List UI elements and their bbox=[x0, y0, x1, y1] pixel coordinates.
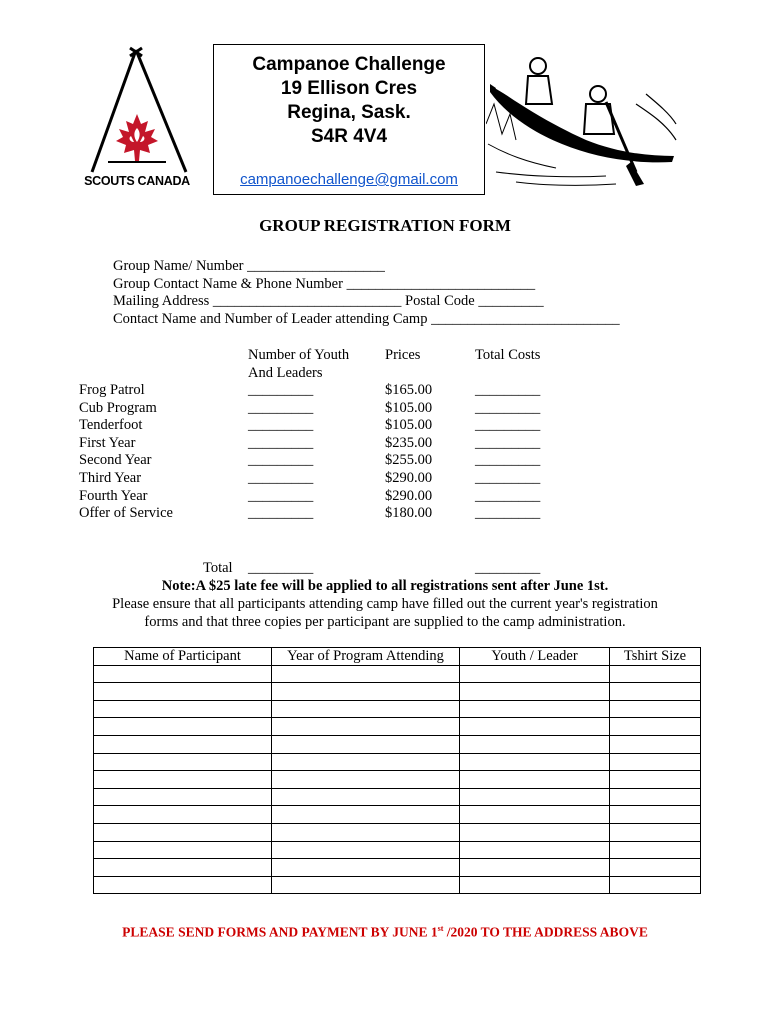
mailing-address-field[interactable]: Mailing Address __________________________ Postal Code _________ bbox=[113, 293, 544, 309]
table-cell[interactable] bbox=[272, 876, 460, 894]
table-cell[interactable] bbox=[610, 806, 701, 824]
leader-contact-field[interactable]: Contact Name and Number of Leader attending Camp __________________________ bbox=[113, 311, 620, 327]
address-line-4: S4R 4V4 bbox=[310, 126, 388, 147]
table-cell[interactable] bbox=[460, 823, 610, 841]
table-cell[interactable] bbox=[272, 718, 460, 736]
table-cell[interactable] bbox=[460, 735, 610, 753]
program-name: Offer of Service bbox=[79, 505, 173, 522]
program-name: Tenderfoot bbox=[79, 417, 143, 434]
table-cell[interactable] bbox=[460, 859, 610, 877]
address-line-2: 19 Ellison Cres bbox=[280, 78, 418, 99]
table-cell[interactable] bbox=[94, 735, 272, 753]
table-cell[interactable] bbox=[272, 806, 460, 824]
program-price: $180.00 bbox=[385, 505, 433, 522]
table-cell[interactable] bbox=[272, 859, 460, 877]
table-cell[interactable] bbox=[610, 700, 701, 718]
total-cost-blank[interactable]: _________ bbox=[475, 487, 541, 504]
total-costs-header: Total Costs bbox=[475, 347, 541, 363]
table-cell[interactable] bbox=[610, 735, 701, 753]
program-price: $290.00 bbox=[385, 487, 433, 504]
prices-header: Prices bbox=[385, 347, 421, 363]
header-year-of-program: Year of Program Attending bbox=[272, 648, 460, 666]
number-header: Number of Youth And Leaders bbox=[248, 347, 350, 381]
program-name: Frog Patrol bbox=[79, 382, 145, 398]
table-cell[interactable] bbox=[94, 683, 272, 701]
table-cell[interactable] bbox=[460, 700, 610, 718]
table-row bbox=[94, 683, 701, 701]
table-cell[interactable] bbox=[610, 841, 701, 859]
program-price: $255.00 bbox=[385, 452, 433, 469]
table-cell[interactable] bbox=[460, 876, 610, 894]
table-row bbox=[94, 700, 701, 718]
table-cell[interactable] bbox=[460, 771, 610, 789]
email-link[interactable]: campanoechallenge@gmail.com bbox=[240, 171, 458, 188]
address-line-1: Campanoe Challenge bbox=[252, 54, 446, 75]
program-name: First Year bbox=[79, 434, 136, 451]
table-cell[interactable] bbox=[460, 788, 610, 806]
ensure-note-line2: forms and that three copies per participant are supplied to the camp administration. bbox=[144, 614, 626, 630]
number-blank[interactable]: _________ bbox=[248, 452, 314, 469]
scouts-canada-logo bbox=[78, 44, 196, 200]
program-name: Fourth Year bbox=[79, 487, 148, 504]
total-cost-blank[interactable]: _________ bbox=[475, 399, 541, 416]
table-cell[interactable] bbox=[610, 788, 701, 806]
address-box bbox=[213, 44, 485, 195]
form-title: GROUP REGISTRATION FORM bbox=[259, 216, 511, 235]
table-cell[interactable] bbox=[460, 718, 610, 736]
table-cell[interactable] bbox=[272, 735, 460, 753]
canoe-illustration bbox=[486, 44, 678, 192]
total-cost-blank[interactable]: _________ bbox=[475, 470, 541, 486]
total-cost-blank[interactable]: _________ bbox=[475, 560, 541, 576]
table-cell[interactable] bbox=[610, 683, 701, 701]
table-cell[interactable] bbox=[610, 859, 701, 877]
table-cell[interactable] bbox=[272, 823, 460, 841]
address-line-3: Regina, Sask. bbox=[287, 102, 411, 123]
header-youth-leader: Youth / Leader bbox=[460, 648, 610, 666]
table-cell[interactable] bbox=[272, 753, 460, 771]
program-name: Third Year bbox=[79, 470, 142, 486]
number-blank[interactable]: _________ bbox=[248, 417, 314, 434]
table-cell[interactable] bbox=[94, 718, 272, 736]
number-blank[interactable]: _________ bbox=[248, 399, 314, 416]
table-cell[interactable] bbox=[610, 665, 701, 683]
table-row bbox=[94, 718, 701, 736]
header-name-of-participant: Name of Participant bbox=[94, 648, 272, 666]
total-cost-blank[interactable]: _________ bbox=[475, 382, 541, 398]
table-cell[interactable] bbox=[460, 683, 610, 701]
table-row bbox=[94, 735, 701, 753]
table-cell[interactable] bbox=[94, 665, 272, 683]
table-cell[interactable] bbox=[610, 771, 701, 789]
total-cost-blank[interactable]: _________ bbox=[475, 434, 541, 451]
late-fee-note: Note:A $25 late fee will be applied to all registrations sent after June 1st. bbox=[161, 578, 609, 594]
table-cell[interactable] bbox=[460, 806, 610, 824]
table-cell[interactable] bbox=[272, 788, 460, 806]
table-row bbox=[94, 876, 701, 894]
table-cell[interactable] bbox=[610, 718, 701, 736]
total-number-blank[interactable]: _________ bbox=[248, 560, 314, 576]
program-name: Cub Program bbox=[79, 399, 157, 416]
table-cell[interactable] bbox=[272, 683, 460, 701]
program-price: $165.00 bbox=[385, 382, 433, 398]
program-price: $105.00 bbox=[385, 399, 433, 416]
table-row bbox=[94, 788, 701, 806]
program-name: Second Year bbox=[79, 452, 152, 469]
table-cell[interactable] bbox=[272, 665, 460, 683]
table-cell[interactable] bbox=[94, 700, 272, 718]
canoe-paddlers-icon bbox=[486, 44, 678, 192]
table-cell[interactable] bbox=[94, 841, 272, 859]
group-contact-field[interactable]: Group Contact Name & Phone Number __________________________ bbox=[113, 276, 536, 292]
table-cell[interactable] bbox=[94, 771, 272, 789]
program-price: $235.00 bbox=[385, 434, 433, 451]
footer-instruction: PLEASE SEND FORMS AND PAYMENT BY JUNE 1st /2020 TO THE ADDRESS ABOVE bbox=[122, 924, 648, 940]
header-tshirt-size: Tshirt Size bbox=[610, 648, 701, 666]
ensure-note-line1: Please ensure that all participants attending camp have filled out the current year's registration bbox=[112, 596, 658, 612]
table-row bbox=[94, 823, 701, 841]
number-blank[interactable]: _________ bbox=[248, 505, 314, 522]
participants-table bbox=[93, 647, 701, 894]
table-cell[interactable] bbox=[94, 859, 272, 877]
table-row bbox=[94, 665, 701, 683]
table-cell[interactable] bbox=[94, 876, 272, 894]
table-row bbox=[94, 859, 701, 877]
table-cell[interactable] bbox=[272, 700, 460, 718]
table-cell[interactable] bbox=[94, 806, 272, 824]
table-cell[interactable] bbox=[272, 771, 460, 789]
table-cell[interactable] bbox=[610, 753, 701, 771]
table-cell[interactable] bbox=[610, 823, 701, 841]
total-cost-blank[interactable]: _________ bbox=[475, 452, 541, 469]
table-cell[interactable] bbox=[94, 823, 272, 841]
number-blank[interactable]: _________ bbox=[248, 382, 314, 398]
table-cell[interactable] bbox=[460, 753, 610, 771]
table-row bbox=[94, 771, 701, 789]
total-cost-blank[interactable]: _________ bbox=[475, 417, 541, 434]
total-label: Total bbox=[203, 560, 233, 576]
number-blank[interactable]: _________ bbox=[248, 470, 314, 486]
logo-text: SCOUTS CANADA bbox=[84, 174, 190, 188]
table-cell[interactable] bbox=[610, 876, 701, 894]
participants-header-row bbox=[94, 648, 701, 666]
table-cell[interactable] bbox=[94, 788, 272, 806]
number-blank[interactable]: _________ bbox=[248, 434, 314, 451]
table-cell[interactable] bbox=[460, 841, 610, 859]
number-blank[interactable]: _________ bbox=[248, 487, 314, 504]
table-row bbox=[94, 806, 701, 824]
table-row bbox=[94, 753, 701, 771]
program-price: $105.00 bbox=[385, 417, 433, 434]
total-cost-blank[interactable]: _________ bbox=[475, 505, 541, 522]
table-cell[interactable] bbox=[460, 665, 610, 683]
program-price: $290.00 bbox=[385, 470, 433, 486]
table-cell[interactable] bbox=[94, 753, 272, 771]
table-cell[interactable] bbox=[272, 841, 460, 859]
table-row bbox=[94, 841, 701, 859]
group-name-field[interactable]: Group Name/ Number ___________________ bbox=[113, 258, 385, 274]
